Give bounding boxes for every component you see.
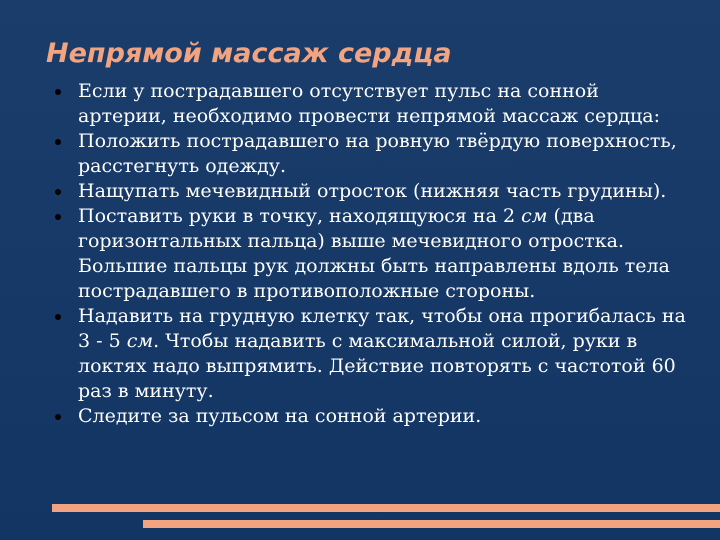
slide-title: Непрямой массаж сердца bbox=[46, 38, 452, 69]
bullet-dot-icon bbox=[55, 414, 61, 420]
bullet-dot-icon bbox=[55, 139, 61, 145]
bullet-list bbox=[52, 79, 692, 429]
bullet-item bbox=[52, 129, 692, 179]
bullet-item bbox=[52, 79, 692, 129]
bullet-text: Если у пострадавшего отсутствует пульс на сонной артерии, необходимо провести непрямой массаж сердца: bbox=[78, 80, 661, 127]
bullet-text: Нащупать мечевидный отросток (нижняя часть грудины). bbox=[78, 180, 667, 202]
bullet-dot-icon bbox=[55, 89, 61, 95]
bullet-text: Следите за пульсом на сонной артерии. bbox=[78, 405, 482, 427]
unit-cm: см bbox=[521, 205, 548, 227]
accent-bar-bottom bbox=[143, 520, 720, 528]
bullet-text-start: Поставить руки в точку, находящуюся на 2 bbox=[78, 205, 522, 227]
bullet-text-start: Надавить на грудную клетку так, чтобы она прогибалась на 3 - 5 bbox=[78, 305, 686, 352]
bullet-text-end: (два горизонтальных пальца) выше мечевидного отростка. Большие пальцы рук должны быть направлены вдоль тела пострадавшего в противоположные стороны. bbox=[78, 205, 670, 302]
bullet-text-end: . Чтобы надавить с максимальной силой, руки в локтях надо выпрямить. Действие повторять с частотой 60 раз в минуту. bbox=[78, 330, 676, 402]
bullet-item bbox=[52, 404, 692, 429]
bullet-text: Положить пострадавшего на ровную твёрдую поверхность, расстегнуть одежду. bbox=[78, 130, 677, 177]
bullet-dot-icon bbox=[55, 314, 61, 320]
bullet-dot-icon bbox=[55, 214, 61, 220]
bullet-item bbox=[52, 304, 692, 404]
bullet-item bbox=[52, 179, 692, 204]
unit-cm: см bbox=[126, 330, 154, 352]
bullet-dot-icon bbox=[55, 189, 61, 195]
bullet-item bbox=[52, 204, 692, 304]
accent-bar-top bbox=[52, 504, 720, 512]
